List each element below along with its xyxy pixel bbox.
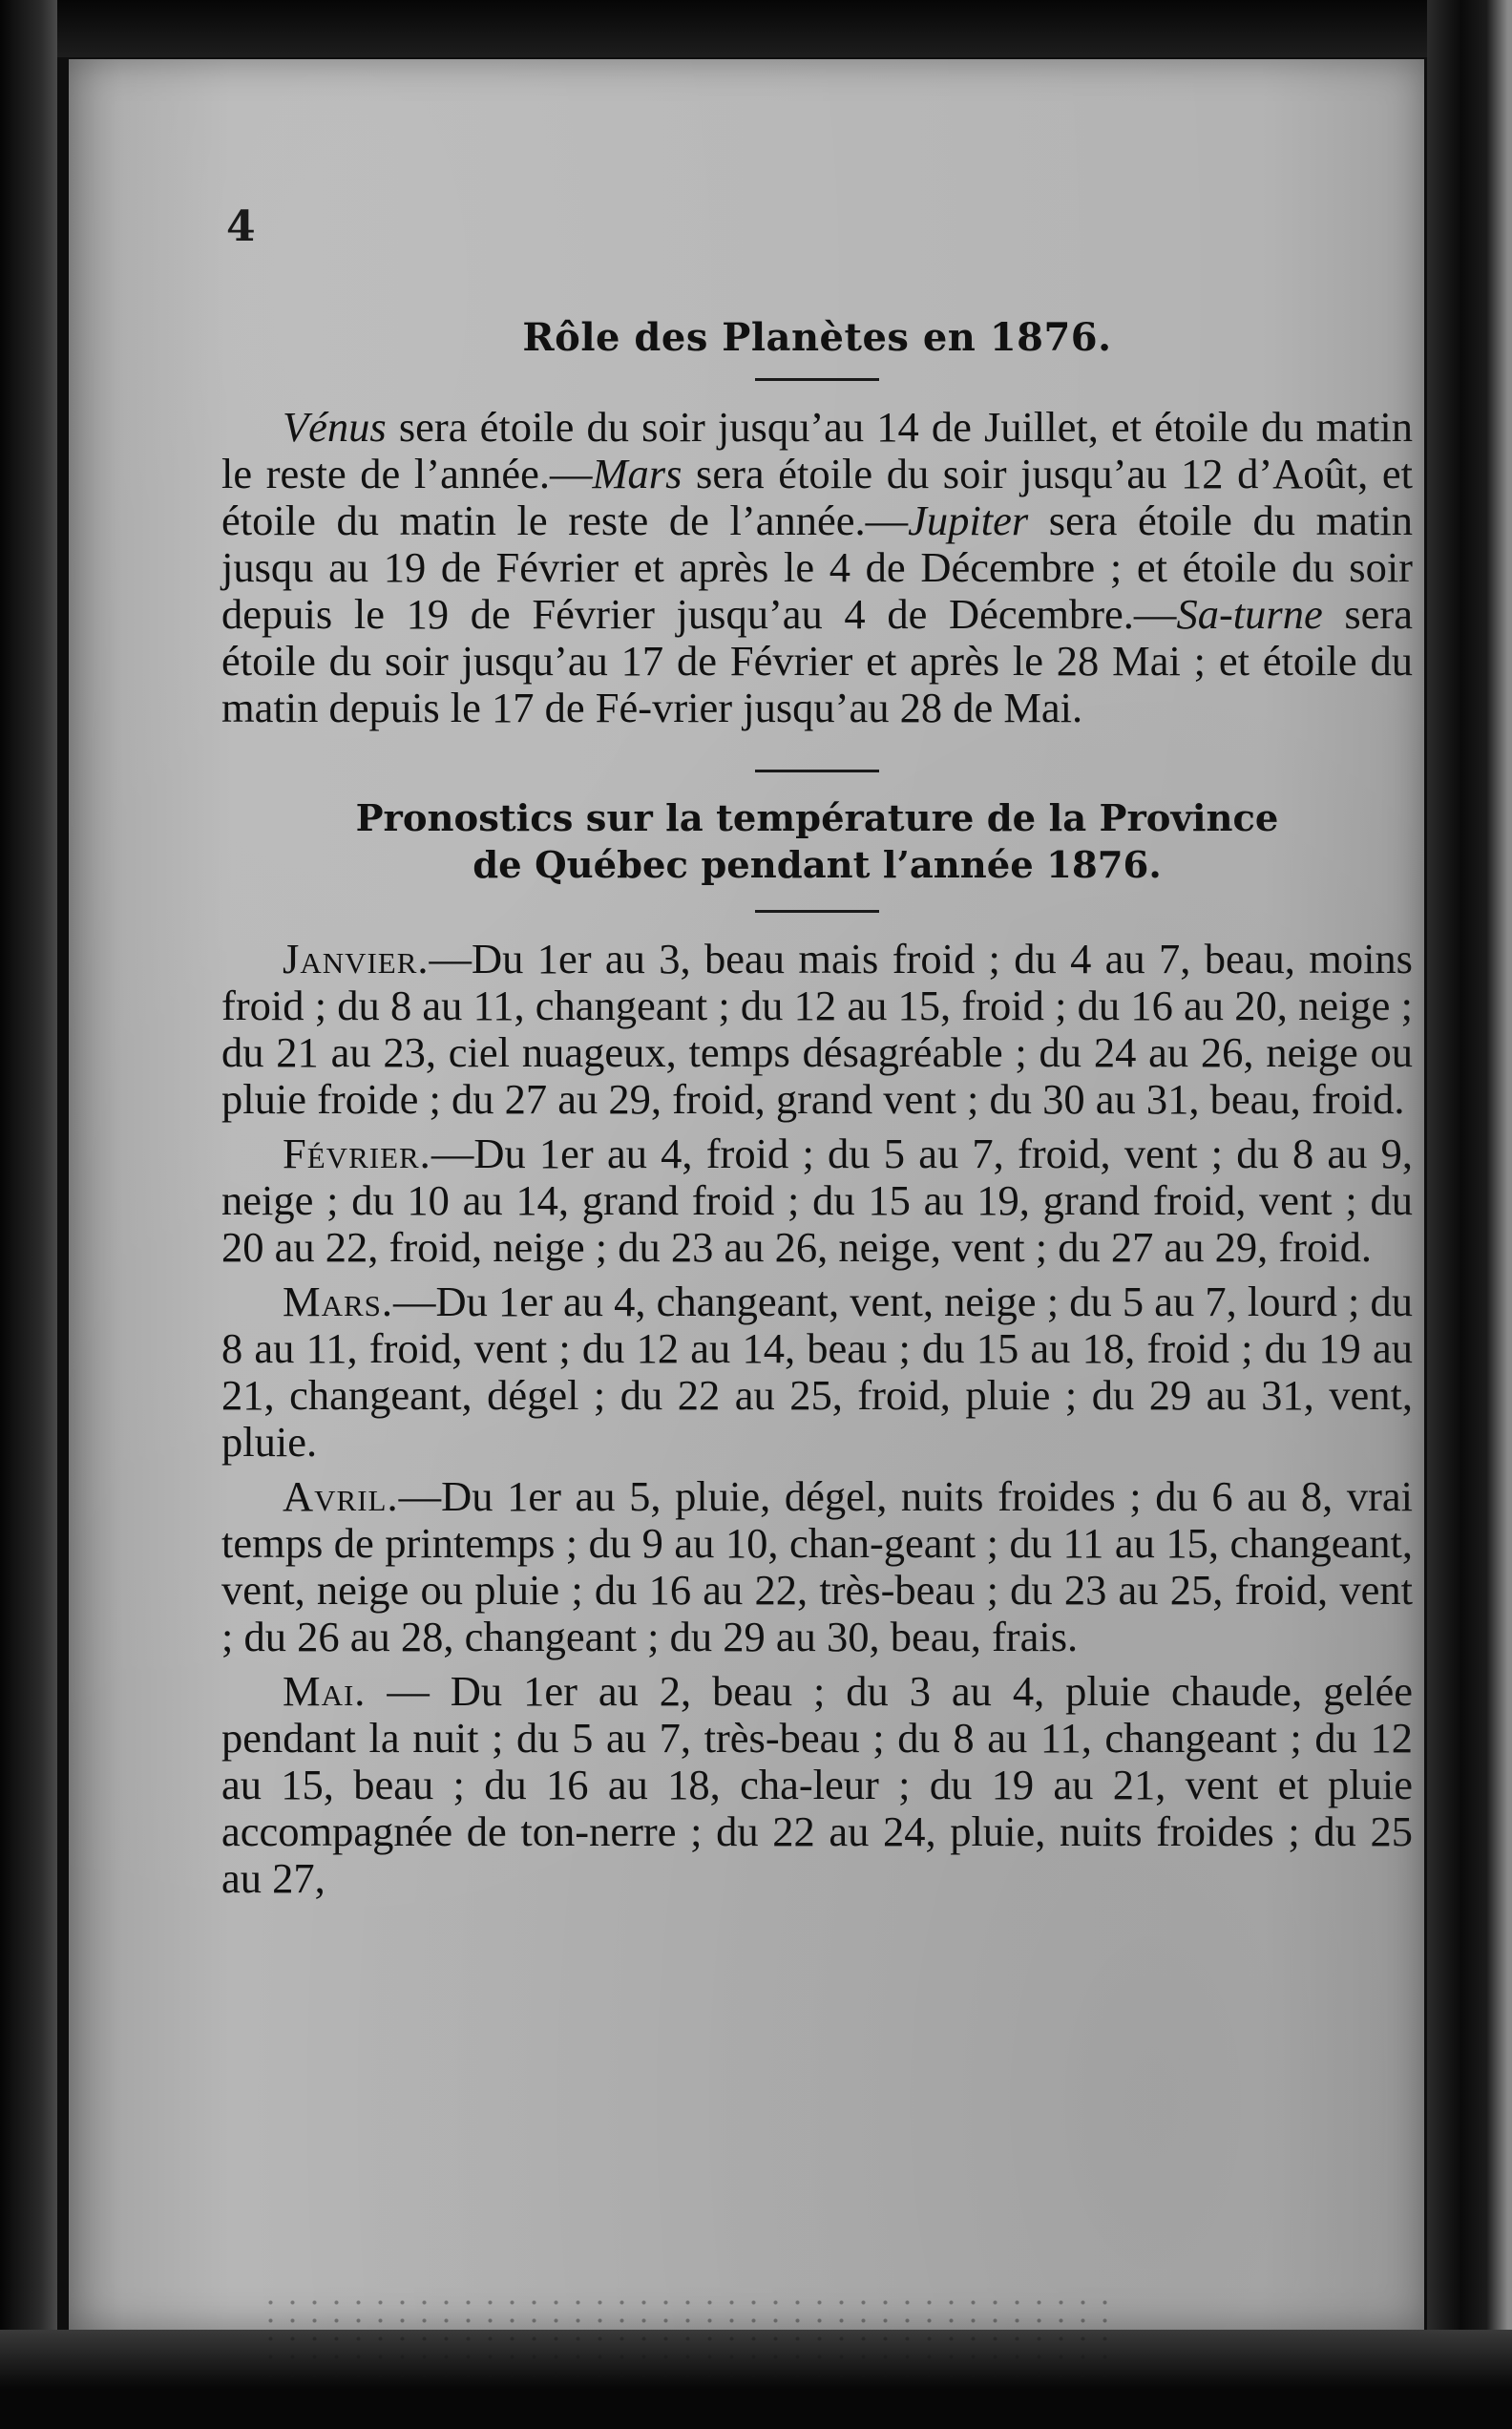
planet-text: sera étoile du soir jusqu’au 17 de Février et après le 28 Mai ; et étoile du matin depuis le 17 de Fé-vrier jusqu’au 28 de Mai. <box>221 590 1413 731</box>
planet-name: Jupiter <box>908 496 1029 544</box>
book-page <box>69 59 1424 2330</box>
month-label: Mars. <box>283 1278 393 1325</box>
planet-text: sera étoile du matin jusqu au 19 de Février et après le 4 de Décembre ; et étoile du soir depuis le 19 de Février jusqu’au 4 de Décembre.— <box>221 496 1413 638</box>
section-title-pronostics-line2: de Québec pendant l’année 1876. <box>472 844 1162 887</box>
page-number: 4 <box>226 202 256 251</box>
month-forecast <box>221 1668 1413 1902</box>
month-label: Janvier. <box>283 935 430 982</box>
month-text: —Du 1er au 3, beau mais froid ; du 4 au 7, beau, moins froid ; du 8 au 11, changeant ; du 12 au 15, froid ; du 16 au 20, neige ; du 21 au 23, ciel nuageux, temps désagréable ; du 24 au 26, neige ou pluie froide ; du 27 au 29, froid, grand vent ; du 30 au 31, beau, froid. <box>221 935 1413 1123</box>
month-forecast <box>221 1473 1413 1660</box>
month-label: Février. <box>283 1130 431 1177</box>
section-title-planetes: Rôle des Planètes en 1876. <box>522 315 1112 360</box>
month-text: —Du 1er au 4, froid ; du 5 au 7, froid, vent ; du 8 au 9, neige ; du 10 au 14, grand froid ; du 15 au 19, grand froid, vent ; du 20 au 22, froid, neige ; du 23 au 26, neige, vent ; du 27 au 29, froid. <box>221 1130 1413 1271</box>
planet-name: Sa-turne <box>1176 590 1323 638</box>
scan-frame-left <box>0 0 57 2429</box>
month-forecast <box>221 936 1413 1123</box>
page-content <box>221 309 1413 1902</box>
month-text: — Du 1er au 2, beau ; du 3 au 4, pluie chaude, gelée pendant la nuit ; du 5 au 7, très-beau ; du 8 au 11, changeant ; du 12 au 15, beau ; du 16 au 18, cha-leur ; du 19 au 21, vent et pluie accompagnée de ton-nerre ; du 22 au 24, pluie, nuits froides ; du 25 au 27, <box>221 1667 1413 1902</box>
month-forecast <box>221 1278 1413 1466</box>
month-label: Avril. <box>283 1472 399 1520</box>
planet-name: Vénus <box>283 403 387 451</box>
month-text: —Du 1er au 4, changeant, vent, neige ; du 5 au 7, lourd ; du 8 au 11, froid, vent ; du 12 au 14, beau ; du 15 au 18, froid ; du 19 au 21, changeant, dégel ; du 22 au 25, froid, pluie ; du 29 au 31, vent, pluie. <box>221 1278 1413 1466</box>
month-text: —Du 1er au 5, pluie, dégel, nuits froides ; du 6 au 8, vrai temps de printemps ; du 9 au 10, chan-geant ; du 11 au 15, changeant, vent, neige ou pluie ; du 16 au 22, très-beau ; du 23 au 25, froid, vent ; du 26 au 28, changeant ; du 29 au 30, beau, frais. <box>221 1472 1413 1660</box>
scan-frame-top <box>0 0 1512 57</box>
month-label: Mai. <box>283 1667 367 1715</box>
planet-text: sera étoile du soir jusqu’au 12 d’Août, et étoile du matin le reste de l’année.— <box>221 450 1413 544</box>
scan-frame-right <box>1427 0 1512 2429</box>
section-title-pronostics-line1: Pronostics sur la température de la Province <box>355 797 1279 840</box>
monthly-forecasts <box>221 936 1413 1902</box>
scan-speckle <box>260 2293 1119 2379</box>
month-forecast <box>221 1130 1413 1271</box>
planetes-paragraph <box>221 404 1413 731</box>
planet-name: Mars <box>592 450 682 497</box>
planet-text: sera étoile du soir jusqu’au 14 de Juillet, et étoile du matin le reste de l’année.— <box>221 403 1413 497</box>
